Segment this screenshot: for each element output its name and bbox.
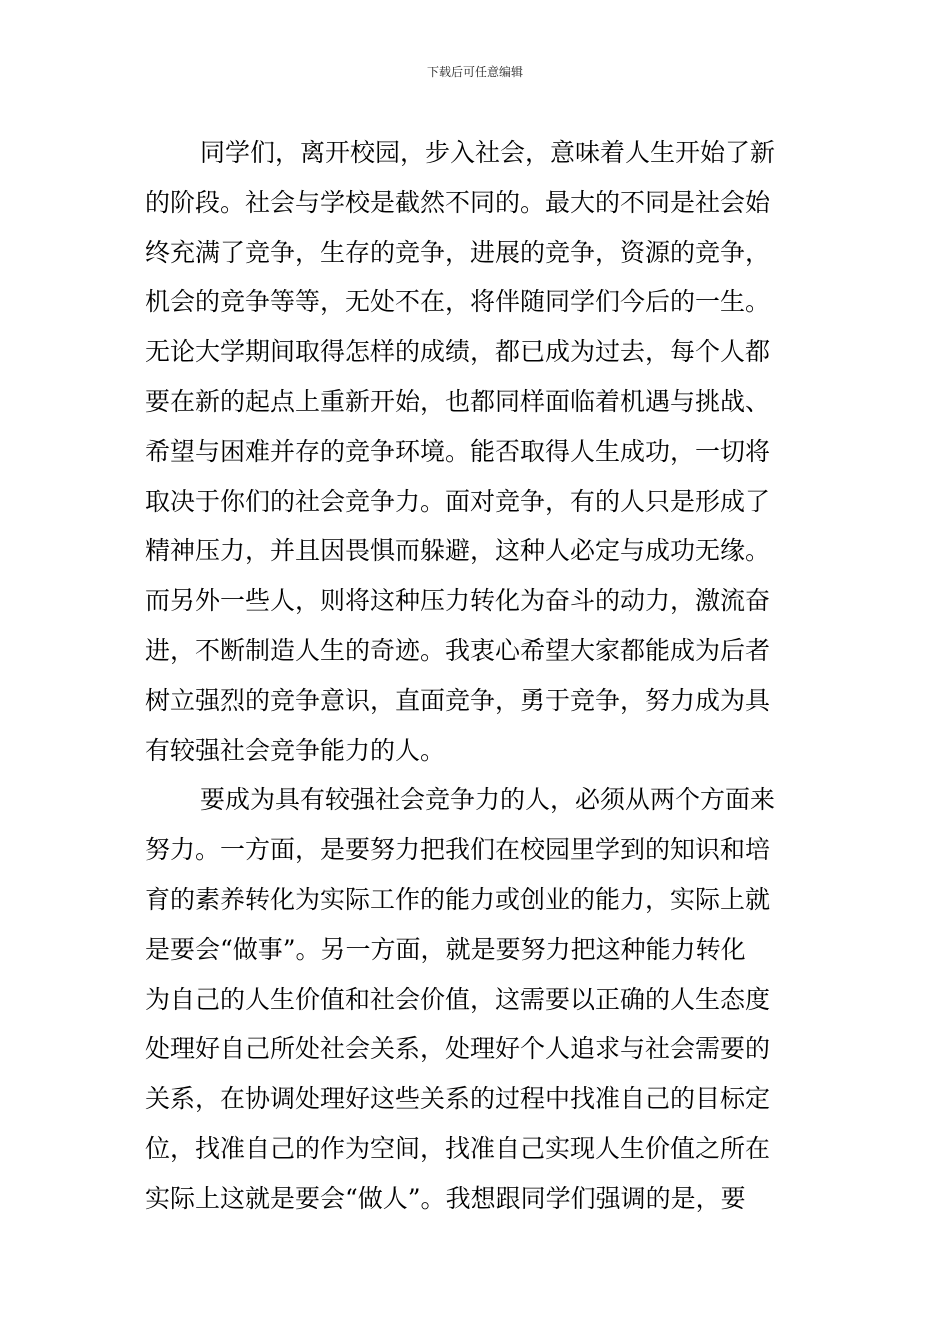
text-line: 处理好自己所处社会关系，处理好个人追求与社会需要的 bbox=[145, 1034, 771, 1064]
page-header: 下载后可任意编辑 bbox=[426, 65, 523, 79]
document-body bbox=[145, 128, 809, 1224]
text-line: 希望与困难并存的竞争环境。能否取得人生成功，一切将 bbox=[145, 436, 771, 466]
text-line: 关系，在协调处理好这些关系的过程中找准自己的目标定 bbox=[145, 1084, 771, 1114]
text-line: 实际上这就是要会“做人”。我想跟同学们强调的是，要 bbox=[145, 1183, 746, 1213]
text-line: 树立强烈的竞争意识，直面竞争，勇于竞争，努力成为具 bbox=[145, 685, 771, 715]
text-line: 为自己的人生价值和社会价值，这需要以正确的人生态度 bbox=[145, 984, 771, 1014]
text-line: 有较强社会竞争能力的人。 bbox=[145, 735, 446, 765]
text-line: 终充满了竞争，生存的竞争，进展的竞争，资源的竞争， bbox=[145, 237, 771, 267]
text-line: 同学们，离开校园，步入社会，意味着人生开始了新 bbox=[200, 138, 776, 167]
text-line: 进，不断制造人生的奇迹。我衷心希望大家都能成为后者 bbox=[145, 635, 771, 665]
text-line: 要在新的起点上重新开始，也都同样面临着机遇与挑战、 bbox=[145, 386, 771, 416]
text-line: 精神压力，并且因畏惧而躲避，这种人必定与成功无缘。 bbox=[145, 536, 771, 566]
text-line: 要成为具有较强社会竞争力的人，必须从两个方面来 bbox=[200, 785, 776, 815]
text-line: 努力。一方面，是要努力把我们在校园里学到的知识和培 bbox=[145, 835, 771, 865]
text-line: 的阶段。社会与学校是截然不同的。最大的不同是社会始 bbox=[145, 187, 771, 217]
text-line: 是要会“做事”。另一方面，就是要努力把这种能力转化 bbox=[145, 934, 746, 964]
text-line: 无论大学期间取得怎样的成绩，都已成为过去，每个人都 bbox=[145, 337, 771, 367]
text-line: 机会的竞争等等，无处不在，将伴随同学们今后的一生。 bbox=[145, 287, 771, 317]
text-line: 位，找准自己的作为空间，找准自己实现人生价值之所在 bbox=[145, 1133, 771, 1163]
text-line: 育的素养转化为实际工作的能力或创业的能力，实际上就 bbox=[145, 884, 771, 914]
text-line: 取决于你们的社会竞争力。面对竞争，有的人只是形成了 bbox=[145, 486, 771, 516]
text-line: 而另外一些人，则将这种压力转化为奋斗的动力，激流奋 bbox=[145, 586, 771, 616]
